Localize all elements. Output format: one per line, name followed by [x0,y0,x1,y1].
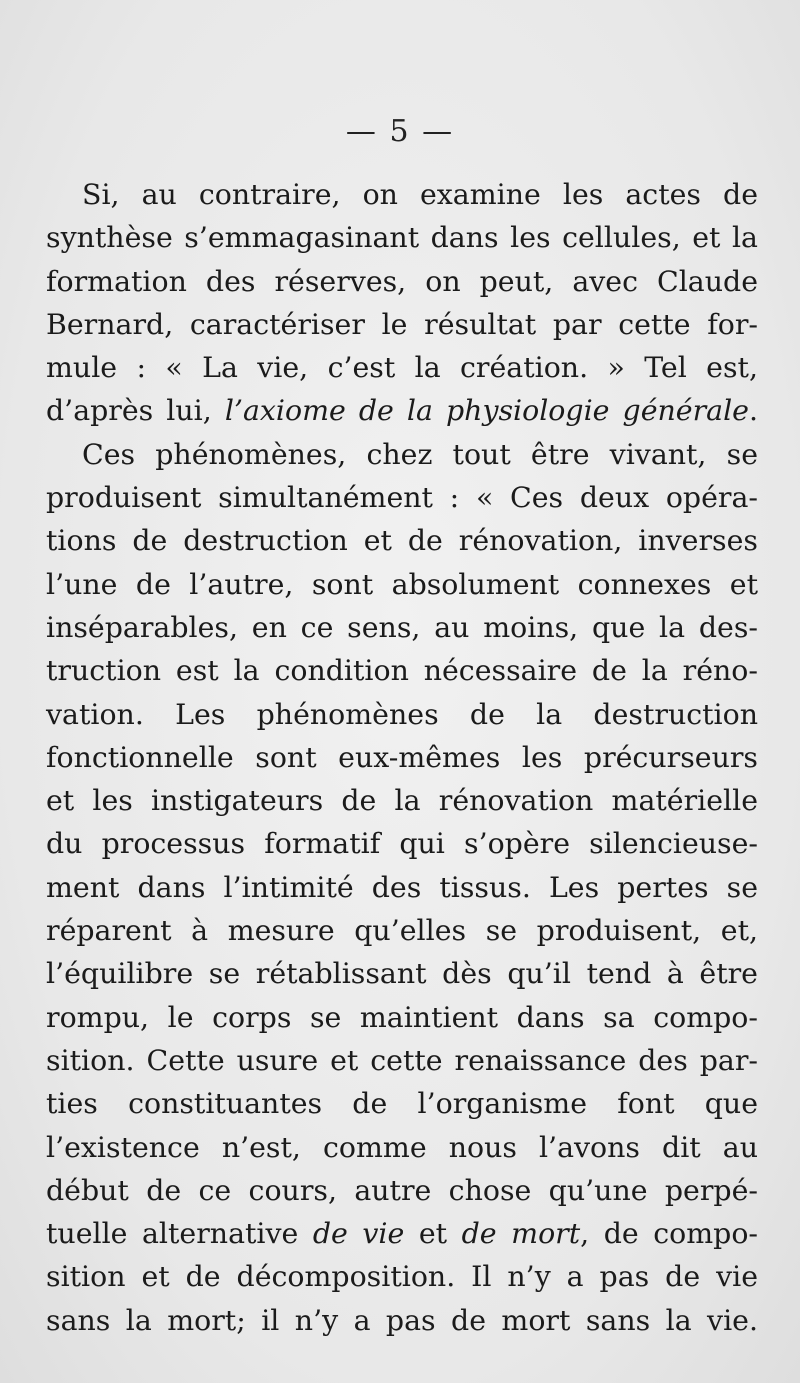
text-segment: tions de destruction et de rénovation, inverses [46,524,758,558]
text-line [46,693,758,736]
text-line [46,822,758,865]
text-line [46,433,758,476]
text-segment: , de compo- [580,1217,758,1251]
text-segment: rompu, le corps se maintient dans sa compo- [46,1000,758,1034]
text-line [46,389,758,432]
text-line [46,1299,758,1342]
text-segment: . [748,394,758,428]
text-segment: sans la mort; il n’y a pas de mort sans la vie. [46,1303,758,1337]
italic-text: l’axiome de la physiologie générale [224,394,749,428]
italic-text: de vie [312,1217,405,1251]
text-segment: formation des réserves, on peut, avec Claude [46,264,758,298]
italic-text: de mort [461,1217,581,1251]
text-segment: synthèse s’emmagasinant dans les cellules, et la [46,221,758,255]
text-line [46,952,758,995]
text-segment: du processus formatif qui s’opère silencieuse- [46,827,758,861]
text-line [46,866,758,909]
text-segment: l’équilibre se rétablissant dès qu’il tend à être [46,957,758,991]
text-line [46,476,758,519]
text-line [46,1082,758,1125]
text-segment: sition et de décomposition. Il n’y a pas de vie [46,1260,758,1294]
text-segment: début de ce cours, autre chose qu’une perpé- [46,1173,758,1207]
text-segment: inséparables, en ce sens, au moins, que la des- [46,610,758,644]
text-segment: et les instigateurs de la rénovation matérielle [46,784,758,818]
text-line [46,909,758,952]
text-line [46,1255,758,1298]
text-line [46,173,758,216]
text-segment: tuelle alternative [46,1217,313,1251]
text-line [46,736,758,779]
text-segment: d’après lui, [46,394,225,428]
text-line [46,216,758,259]
text-line [46,606,758,649]
text-segment: ment dans l’intimité des tissus. Les pertes se [46,870,758,904]
text-segment: Si, au contraire, on examine les actes de [82,178,758,211]
text-line [46,1169,758,1212]
text-segment: sition. Cette usure et cette renaissance des par- [46,1043,758,1077]
text-line [46,1039,758,1082]
text-line [46,303,758,346]
body-text [46,173,758,1342]
text-line [46,996,758,1039]
text-segment: produisent simultanément : « Ces deux opéra- [46,481,758,515]
text-line [46,346,758,389]
text-line [46,519,758,562]
text-segment: l’une de l’autre, sont absolument connexes et [46,567,758,601]
text-line [46,1126,758,1169]
text-segment: mule : « La vie, c’est la création. » Tel est, [46,351,758,385]
text-segment: Ces phénomènes, chez tout être vivant, se [82,437,758,471]
text-segment: truction est la condition nécessaire de la réno- [46,654,758,688]
text-line [46,1212,758,1255]
text-line [46,260,758,303]
text-segment: réparent à mesure qu’elles se produisent, et, [46,914,758,948]
text-segment: vation. Les phénomènes de la destruction [46,697,758,731]
text-line [46,563,758,606]
text-line [46,779,758,822]
text-segment: et [404,1217,462,1251]
text-segment: fonctionnelle sont eux-mêmes les précurseurs [46,740,758,774]
text-segment: Bernard, caractériser le résultat par cette for- [46,307,758,341]
text-line [46,649,758,692]
text-segment: ties constituantes de l’organisme font que [46,1087,758,1121]
text-segment: l’existence n’est, comme nous l’avons dit au [46,1130,758,1164]
page-number: — 5 — [345,114,455,149]
